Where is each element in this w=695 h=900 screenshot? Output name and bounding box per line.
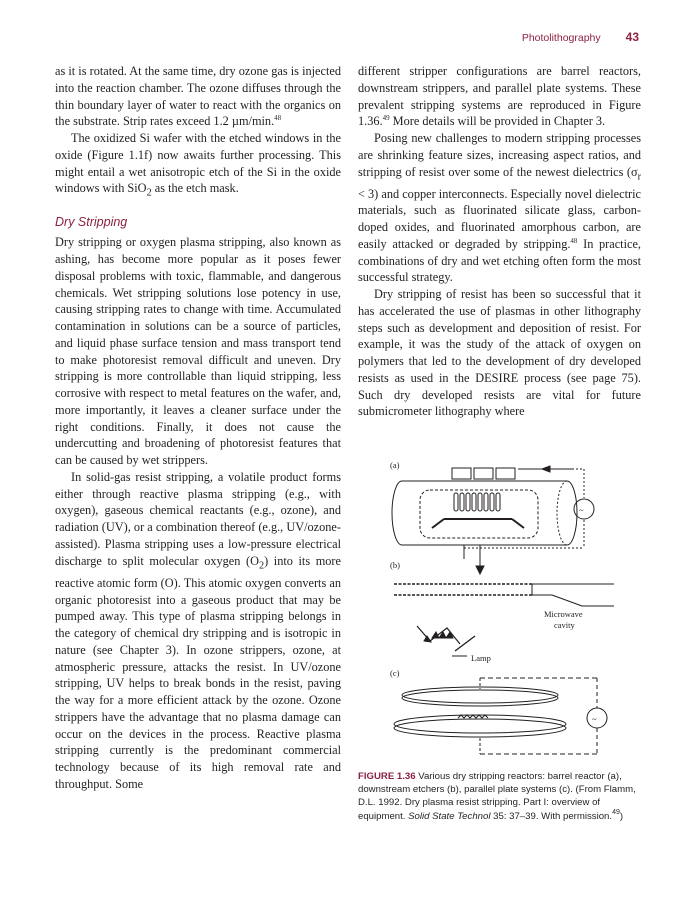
- left-column: [55, 63, 341, 793]
- reference: 48: [274, 114, 282, 123]
- figure-caption: FIGURE 1.36 Various dry stripping reactors: barrel reactor (a), downstream etchers (b), parallel plate systems (c). (From Flamm, D.L. 1992. Dry plasma resist stripping. Part I: overview of equipment. Solid State Technol 35: 37–39. With permission.$^{49}$): [358, 771, 636, 822]
- section-heading: Dry Stripping: [55, 215, 128, 230]
- paragraph: Dry stripping or oxygen plasma stripping, also known as ashing, has become more popular as it poses fewer disposal problems with toxic, flammable, and dangerous chemicals. Wet stripping solutions lose potency in use, causing stripping rates to change with time. Accumulated contamination in solutions can be a source of particles, and liquid phase surface tension and mass transport tend to make photoresist removal difficult and uneven. Dry stripping is more controllable than liquid stripping, less corrosive with respect to metal features on the wafer, and, more importantly, it leaves a cleaner surface under the right conditions. Finally, it does not cause the undercutting and broadening of photoresist features that can be caused by wet strippers.: [55, 235, 341, 468]
- figure-label: FIGURE 1.36: [358, 771, 416, 782]
- label-b: (b): [390, 560, 400, 570]
- paragraph: different stripper configurations are barrel reactors, downstream strippers, and parallel plate systems. These prevalent stripping systems are reproduced in Figure 1.36.49 More details will be provided in Chapter 3.: [358, 64, 641, 129]
- label-a: (a): [390, 460, 400, 470]
- stripping-reactors-figure: [372, 456, 630, 766]
- ac-source-icon: ~: [592, 714, 597, 724]
- paragraph: The oxidized Si wafer with the etched windows in the oxide (Figure 1.1f) now awaits further processing. This might entail a wet anisotropic etch of the Si in the oxide windows with SiO$_2$ as the etch mask.: [55, 131, 341, 199]
- parallel-plate-diagram: [390, 668, 607, 754]
- page-header: [522, 30, 639, 44]
- label-c: (c): [390, 668, 400, 678]
- cavity-label: cavity: [554, 620, 575, 630]
- ac-source-icon: ~: [579, 505, 584, 515]
- page-number: 43: [625, 30, 639, 44]
- paragraph: Dry stripping of resist has been so successful that it has accelerated the use of plasmas in other lithography steps such as development and deposition of resist. For example, it was the study of the attack of oxygen on polymers that led to the development of dry developed resists as used in the DESIRE process (see page 75). Such dry developed resists are vital for future submicrometer lithography where: [358, 287, 641, 419]
- reference: 49: [612, 808, 620, 816]
- paragraph: Posing new challenges to modern stripping processes are shrinking feature sizes, increasing aspect ratios, and stripping of resist over some of the newest dielectrics $(\sigma_r < 3)$ and copper interconnects. Especially novel dielectric materials, such as fluorinated silicate glass, carbon-doped oxides, and fluorinated amorphous carbon, are easily attacked or degraded by stripping.$^{48}$ In practice, combinations of dry and wet etching often form the most successful strategy.: [358, 131, 641, 285]
- paragraph: In solid-gas resist stripping, a volatile product forms either through reactive plasma stripping (e.g., with oxygen), gaseous chemical reactants (e.g., ozone), and radiation (UV), or a combination thereof (e.g., UV/ozone-assisted). Plasma stripping uses a low-pressure electrical discharge to split molecular oxygen $(O_2)$ into its more reactive atomic form (O). This atomic oxygen converts an organic photoresist into a gaseous product that may be pumped away. This type of plasma stripping belongs in the category of chemical dry stripping and is isotropic in nature (see Chapter 3). In ozone strippers, ozone, at atmospheric pressure, attacks the resist. In UV/ozone stripping, UV helps to break bonds in the resist, paving the way for a more efficient attack by the ozone. Ozone strippers have the advantage that no plasma damage can occur on the devices in the process. Reactive plasma stripping currently is the predominant commercial technology because of its high removal rate and throughput. Some: [55, 469, 341, 791]
- downstream-etcher-diagram: [390, 560, 614, 663]
- reference: 48: [570, 236, 578, 245]
- wafer-stack: [454, 493, 500, 511]
- microwave-label: Microwave: [544, 609, 583, 619]
- journal-name: Solid State Technol: [408, 810, 491, 822]
- paragraph: as it is rotated. At the same time, dry ozone gas is injected into the reaction chamber. The ozone diffuses through the thin boundary layer of water to react with the organics on the substrate. Strip rates exceed 1.2 µm/min.$^{48}$: [55, 64, 341, 129]
- lamp-label: Lamp: [471, 653, 491, 663]
- reference: 49: [382, 114, 390, 123]
- right-column: [358, 63, 641, 420]
- running-head: Photolithography: [521, 32, 601, 44]
- barrel-reactor-diagram: [390, 460, 594, 574]
